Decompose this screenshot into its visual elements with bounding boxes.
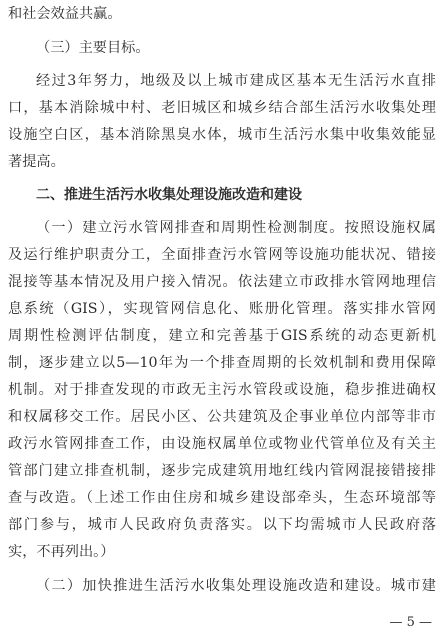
paragraph-line: 息系统（GIS），实现管网信息化、账册化管理。落实排水管网: [8, 301, 436, 317]
paragraph-line-end: 实，不再列出。）: [8, 544, 115, 560]
paragraph-line: 周期性检测评估制度，建立和完善基于GIS系统的动态更新机: [8, 328, 436, 344]
paragraph-line: 制，逐步建立以5—10年为一个排查周期的长效机制和费用保障: [8, 355, 436, 371]
paragraph-line: 口，基本消除城中村、老旧城区和城乡结合部生活污水收集处理: [8, 100, 436, 116]
page-number: — 5 —: [389, 615, 432, 630]
section-heading-accelerate-construction: （二）加快推进生活污水收集处理设施改造和建设。城市建: [36, 578, 436, 594]
paragraph-line: 管部门建立排查机制，逐步完成建筑用地红线内管网混接错接排: [8, 463, 436, 479]
paragraph-line: 及运行维护职责分工，全面排查污水管网等设施功能状况、错接: [8, 247, 436, 263]
paragraph-line: 政污水管网排查工作，由设施权属单位或物业代管单位及有关主: [8, 436, 436, 452]
section-heading-main-goals: （三）主要目标。: [36, 40, 150, 56]
section-heading-facilities: 二、推进生活污水收集处理设施改造和建设: [36, 187, 302, 203]
paragraph-line: 经过3年努力，地级及以上城市建成区基本无生活污水直排: [36, 73, 436, 89]
paragraph-line-continuation: 和社会效益共赢。: [8, 6, 122, 22]
paragraph-line: （一）建立污水管网排查和周期性检测制度。按照设施权属: [36, 220, 436, 236]
paragraph-line: 和权属移交工作。居民小区、公共建筑及企事业单位内部等非市: [8, 409, 436, 425]
paragraph-line-end: 著提高。: [8, 154, 65, 170]
paragraph-line: 设施空白区，基本消除黑臭水体，城市生活污水集中收集效能显: [8, 127, 436, 143]
paragraph-line: 查与改造。（上述工作由住房和城乡建设部牵头，生态环境部等: [8, 490, 436, 506]
paragraph-line: 机制。对于排查发现的市政无主污水管段或设施，稳步推进确权: [8, 382, 436, 398]
paragraph-line: 混接等基本情况及用户接入情况。依法建立市政排水管网地理信: [8, 274, 436, 290]
paragraph-line: 部门参与，城市人民政府负责落实。以下均需城市人民政府落: [8, 517, 436, 533]
